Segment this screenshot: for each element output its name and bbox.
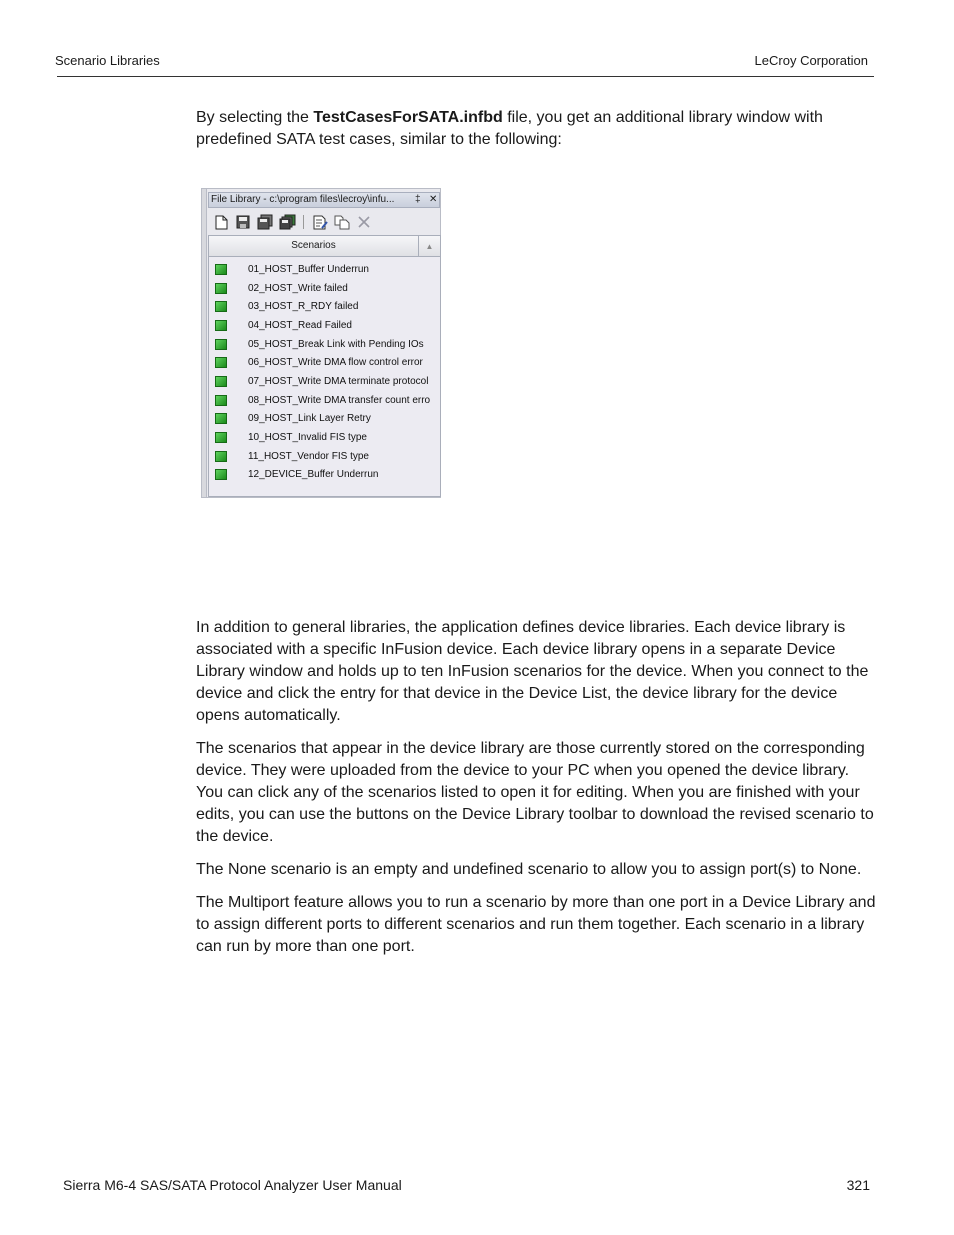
pin-icon[interactable]: ‡ [415, 194, 421, 205]
list-item[interactable] [209, 260, 440, 279]
list-item[interactable] [209, 372, 440, 391]
header-rule [57, 76, 874, 77]
scenario-label: 07_HOST_Write DMA terminate protocol [248, 375, 429, 387]
running-header-company: LeCroy Corporation [754, 53, 868, 68]
scenario-label: 01_HOST_Buffer Underrun [248, 263, 369, 275]
scenario-label: 06_HOST_Write DMA flow control error [248, 357, 423, 369]
body-paragraph: In addition to general libraries, the application defines device libraries. Each device library is associated with a specific InFusion device. Each device library opens in a separate Device Library window and holds up to ten InFusion scenarios for the device. When you connect to the device and click the entry for that device in the Device List, the device library for the device opens automatically. [196, 619, 869, 724]
scenario-icon [215, 339, 227, 350]
copy-icon[interactable] [333, 213, 351, 231]
window-title-bar[interactable] [208, 192, 440, 208]
new-file-icon[interactable] [212, 213, 230, 231]
scenario-label: 08_HOST_Write DMA transfer count erro [248, 394, 431, 406]
save-multi-icon[interactable] [278, 213, 296, 231]
window-dock-edge [202, 189, 207, 497]
footer-manual-title: Sierra M6-4 SAS/SATA Protocol Analyzer User Manual [63, 1177, 402, 1193]
body-paragraph: The scenarios that appear in the device library are those currently stored on the corresponding device. They were uploaded from the device to your PC when you opened the device library. You can click any of the scenarios listed to open it for editing. When you are finished with your edits, you can use the buttons on the Device Library toolbar to download the revised scenario to the device. [196, 740, 874, 845]
scenarios-column-header[interactable]: Scenarios [209, 236, 419, 257]
scenario-icon [215, 376, 227, 387]
scenario-icon [215, 451, 227, 462]
scenario-icon [215, 432, 227, 443]
sort-arrow-icon: ▲ [425, 241, 434, 251]
list-item[interactable] [209, 447, 440, 466]
running-header-section: Scenario Libraries [55, 53, 160, 68]
list-item[interactable] [209, 410, 440, 429]
file-library-window [201, 188, 441, 498]
body-paragraph: The None scenario is an empty and undefined scenario to allow you to assign port(s) to None. [196, 861, 862, 878]
save-all-icon[interactable] [256, 213, 274, 231]
scenario-label: 02_HOST_Write failed [248, 282, 348, 294]
intro-before: By selecting the [196, 109, 314, 126]
scenario-label: 10_HOST_Invalid FIS type [248, 432, 367, 444]
close-icon[interactable]: ✕ [429, 194, 438, 205]
scenario-label: 05_HOST_Break Link with Pending IOs [248, 338, 424, 350]
intro-paragraph [196, 107, 876, 151]
list-item[interactable] [209, 316, 440, 335]
scenario-icon [215, 413, 227, 424]
list-item[interactable] [209, 353, 440, 372]
intro-filename: TestCasesForSATA.infbd [313, 109, 503, 126]
intro-after: file, you get an additional library window with predefined SATA test cases, similar to the following: [196, 109, 823, 148]
scenario-label: 11_HOST_Vendor FIS type [248, 450, 369, 462]
save-icon[interactable] [234, 213, 252, 231]
body-paragraph: The Multiport feature allows you to run a scenario by more than one port in a Device Library and to assign different ports to different scenarios and run them together. Each scenario in a library can run by more than one port. [196, 894, 876, 955]
list-item[interactable] [209, 391, 440, 410]
scenario-icon [215, 395, 227, 406]
list-item[interactable] [209, 279, 440, 298]
page-number: 321 [846, 1177, 870, 1193]
scenario-icon [215, 283, 227, 294]
scenario-icon [215, 264, 227, 275]
list-item[interactable] [209, 466, 440, 485]
scenario-label: 04_HOST_Read Failed [248, 319, 352, 331]
scenario-icon [215, 357, 227, 368]
sort-button[interactable] [419, 236, 440, 257]
window-title: File Library - c:\program files\lecroy\infu... [211, 194, 395, 205]
scenario-label: 12_DEVICE_Buffer Underrun [248, 469, 379, 481]
scenario-list [208, 235, 441, 497]
scenario-rows [209, 260, 440, 484]
scenario-icon [215, 469, 227, 480]
list-item[interactable] [209, 428, 440, 447]
edit-icon[interactable] [311, 213, 329, 231]
list-item[interactable] [209, 297, 440, 316]
delete-icon[interactable] [355, 213, 373, 231]
toolbar-separator [303, 215, 304, 229]
scenario-label: 03_HOST_R_RDY failed [248, 301, 359, 313]
body-text [196, 617, 876, 969]
scenario-icon [215, 301, 227, 312]
scenario-label: 09_HOST_Link Layer Retry [248, 413, 371, 425]
library-toolbar [212, 213, 373, 231]
scenario-icon [215, 320, 227, 331]
list-item[interactable] [209, 335, 440, 354]
